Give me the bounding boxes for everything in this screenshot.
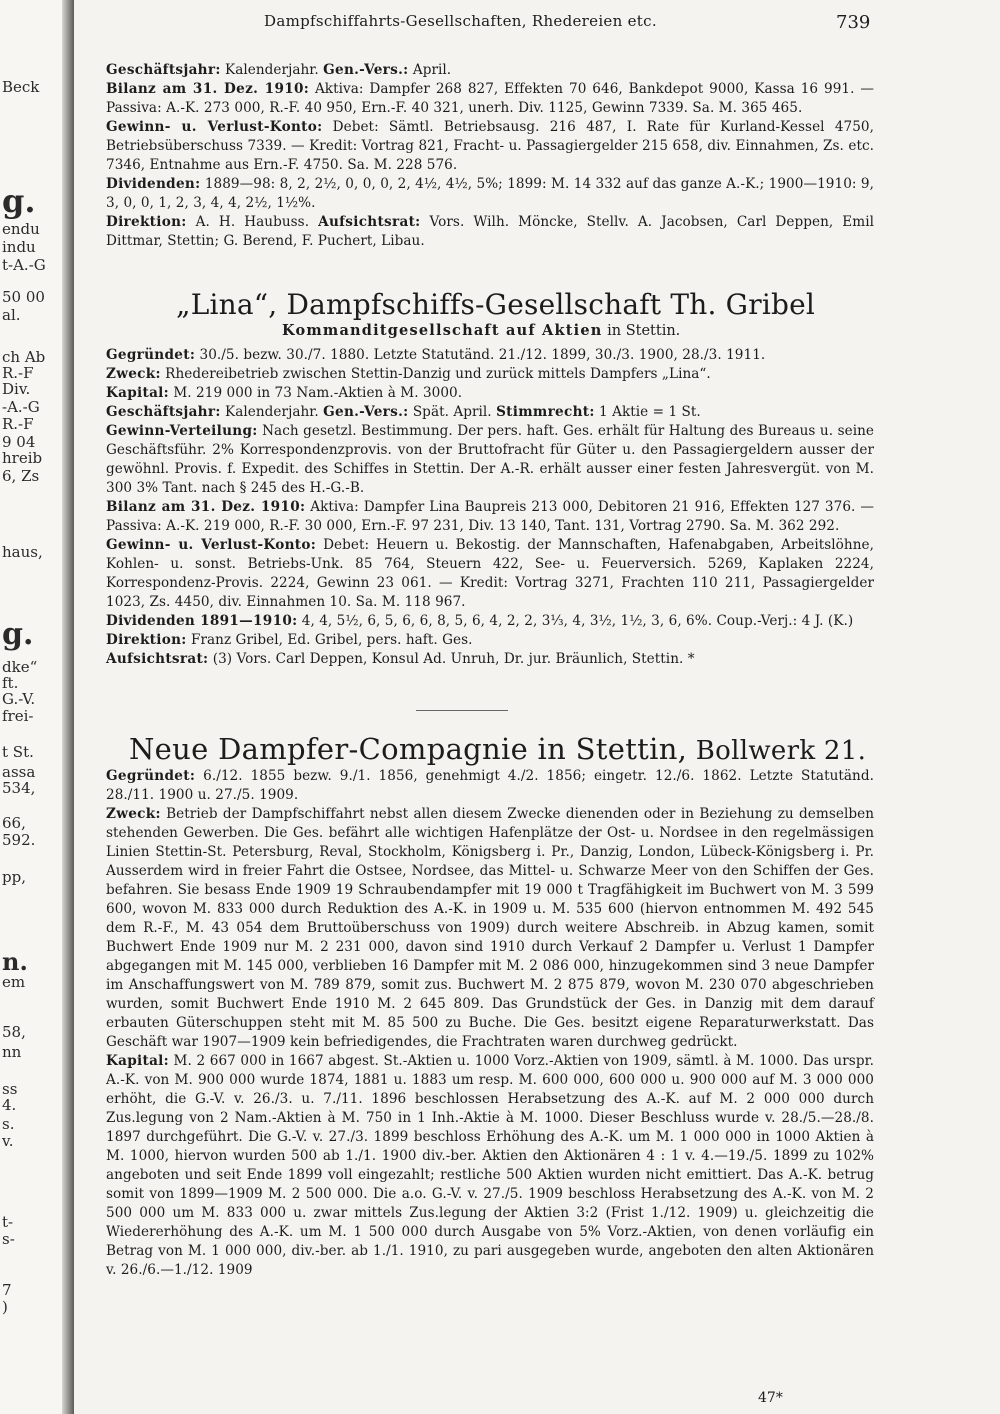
lina-section: [106, 346, 874, 669]
label-dividenden: Dividenden:: [106, 176, 201, 192]
label-gegruendet: Gegründet:: [106, 347, 196, 363]
label-geschaeftsjahr: Geschäftsjahr:: [106, 404, 221, 420]
value-gen-vers: Spät. April.: [408, 404, 497, 420]
label-stimmrecht: Stimmrecht:: [496, 404, 595, 420]
margin-fragment: Div.: [2, 380, 31, 398]
label-direktion: Direktion:: [106, 632, 187, 648]
previous-company-section: [106, 61, 874, 251]
label-zweck: Zweck:: [106, 366, 161, 382]
margin-fragment: 50 00: [2, 288, 45, 306]
label-bilanz: Bilanz am 31. Dez. 1910:: [106, 81, 310, 97]
label-bilanz: Bilanz am 31. Dez. 1910:: [106, 499, 306, 515]
value-direktion: A. H. Haubuss.: [186, 214, 319, 230]
value-zweck: Betrieb der Dampfschiffahrt nebst allen diesem Zwecke dienenden oder in Beziehung zu demselben stehenden Gewerben. Die Ges. befährt alle wichtigen Hafenplätze der Ost- u. Nordsee in den regelmässigen Linien Stettin-St. Petersburg, Reval, Stockholm, Königsberg i. Pr., Danzig, London, Lübeck-Königsberg i. Pr. Ausserdem wird in freier Fahrt die Ostsee, Nordsee, das Mittel- u. Schwarze Meer von den Schiffen der Ges. befahren. Sie besass Ende 1909 19 Schraubendampfer mit 19 000 t Tragfähigkeit im Buchwert von M. 3 599 600, wovon M. 833 000 durch Reduktion des A.-K. in 1909 u. M. 535 600 (hiervon entnommen M. 492 545 dem R.-F., M. 43 054 dem Bruttoüberschuss von 1909) durch weitere Abschreib. in Abzug kamen, somit Buchwert Ende 1909 nur M. 2 231 000, davon sind 1910 durch Verkauf 2 Dampfer u. Verlust 1 Dampfer abgegangen mit M. 145 000, verblieben 16 Dampfer mit M. 2 086 000, hinzugekommen sind 3 neue Dampfer im Anschaffungswert von M. 789 879, somit zus. Buchwert M. 2 875 879, wovon M. 230 070 abgeschrieben wurden, somit Buchwert Ende 1910 M. 2 645 809. Das Grundstück der Ges. in Danzig mit dem darauf erbauten Güterschuppen steht mit M. 85 500 zu Buche. Die Ges. besitzt eigene Reparaturwerkstatt. Das Geschäft war 1907—1909 kein befriedigendes, die Frachtraten waren durchweg gedrückt.: [106, 806, 874, 1050]
company-title-lina: „Lina“, Dampfschiffs-Gesellschaft Th. Gribel: [176, 288, 816, 321]
margin-fragment: G.-V.: [2, 690, 36, 708]
margin-fragment: dke“: [2, 658, 38, 676]
label-direktion: Direktion:: [106, 214, 187, 230]
label-dividenden: Dividenden 1891—1910:: [106, 613, 298, 629]
previous-company-text: [106, 61, 874, 251]
value-stimmrecht: 1 Aktie = 1 St.: [594, 404, 701, 420]
margin-fragment: ch Ab: [2, 348, 46, 366]
margin-fragment: 6, Zs: [2, 467, 40, 485]
margin-fragment: -A.-G: [2, 398, 40, 416]
margin-fragment: haus,: [2, 543, 43, 561]
subtitle-location: in Stettin.: [602, 323, 681, 339]
label-gegruendet: Gegründet:: [106, 768, 196, 784]
label-gewinn-verlust: Gewinn- u. Verlust-Konto:: [106, 537, 317, 553]
value-geschaeftsjahr: Kalenderjahr.: [220, 404, 324, 420]
margin-fragment: t St.: [2, 743, 34, 761]
margin-fragment: endu: [2, 220, 40, 238]
margin-fragment: ): [2, 1298, 8, 1316]
margin-fragment: Beck: [2, 78, 40, 96]
margin-fragment: R.-F: [2, 415, 34, 433]
margin-fragment: al.: [2, 306, 21, 324]
subtitle-legal-form: Kommanditgesellschaft auf Aktien: [282, 322, 603, 339]
margin-fragment: s-: [2, 1230, 15, 1248]
margin-fragment: 7: [2, 1281, 12, 1299]
margin-fragment: R.-F: [2, 364, 34, 382]
value-gegruendet: 30./5. bezw. 30./7. 1880. Letzte Statutänd. 21./12. 1899, 30./3. 1900, 28./3. 1911.: [195, 347, 766, 363]
label-kapital: Kapital:: [106, 385, 169, 401]
signature-mark: 47*: [758, 1390, 783, 1406]
value-aufsichtsrat: (3) Vors. Carl Deppen, Konsul Ad. Unruh, Dr. jur. Bräunlich, Stettin. *: [208, 651, 695, 667]
margin-fragment: pp,: [2, 868, 26, 886]
value-gewinn-verlust: Debet: Sämtl. Betriebsausg. 216 487, I. Rate für Kurland-Kessel 4750, Betriebsüberschuss 7339. — Kredit: Vortrag 821, Fracht- u. Passagiergelder 215 658, div. Einnahmen, Zs. etc. 7346, Entnahme aus Ern.-F. 4750. Sa. M. 228 576.: [106, 119, 874, 173]
margin-fragment: g.: [2, 182, 36, 220]
value-kapital: M. 219 000 in 73 Nam.-Aktien à M. 3000.: [168, 385, 463, 401]
label-kapital: Kapital:: [106, 1053, 169, 1069]
company-address-neue: Bollwerk 21.: [687, 736, 867, 766]
label-aufsichtsrat: Aufsichtsrat:: [318, 214, 421, 230]
lina-text: [106, 346, 874, 669]
label-aufsichtsrat: Aufsichtsrat:: [106, 651, 209, 667]
margin-fragment: frei-: [2, 707, 34, 725]
company-subtitle-lina: [282, 322, 680, 339]
margin-fragment: 534,: [2, 779, 36, 797]
page-number: 739: [836, 12, 871, 33]
margin-fragment: n.: [2, 947, 28, 976]
value-gen-vers: April.: [408, 62, 452, 78]
margin-fragment: v.: [2, 1132, 14, 1150]
label-zweck: Zweck:: [106, 806, 161, 822]
margin-fragment: t-A.-G: [2, 256, 46, 274]
margin-fragment: 66,: [2, 814, 26, 832]
value-bilanz: Aktiva: Dampfer Lina Baupreis 213 000, Debitoren 21 916, Effekten 127 376. — Passiva: A.-K. 219 000, R.-F. 30 000, Ern.-F. 97 231, Div. 13 140, Tant. 131, Vortrag 2790. Sa. M. 362 292.: [106, 499, 874, 534]
company-name-neue: Neue Dampfer-Compagnie in Stettin,: [129, 732, 688, 766]
value-gewinn-verteilung: Nach gesetzl. Bestimmung. Der pers. haft. Ges. erhält für Haltung des Bureaus u. seine Geschäftsführ. 2% Korrespondenzprovis. von der Bruttofracht für Güter u. den Passagiergeldern ausser der gewöhnl. Provis. f. Expedit. des Schiffes in Stettin. Der A.-R. erhält ausser einer festen Jahresvergüt. von M. 300 3% Tant. nach § 245 des H.-G.-B.: [106, 423, 874, 496]
page: [74, 0, 1000, 1414]
value-bilanz: Aktiva: Dampfer 268 827, Effekten 70 646, Bankdepot 9000, Kassa 16 991. — Passiva: A.-K. 273 000, R.-F. 40 950, Ern.-F. 40 321, unerh. Div. 1125, Gewinn 7339. Sa. M. 365 465.: [106, 81, 874, 116]
margin-fragment: indu: [2, 238, 36, 256]
neue-section: [106, 767, 874, 1280]
value-direktion: Franz Gribel, Ed. Gribel, pers. haft. Ges.: [186, 632, 473, 648]
margin-fragment: t-: [2, 1213, 14, 1231]
margin-fragment: ft.: [2, 674, 19, 692]
label-gewinn-verteilung: Gewinn-Verteilung:: [106, 423, 258, 439]
book-spine-shadow: [62, 0, 74, 1414]
value-geschaeftsjahr: Kalenderjahr.: [220, 62, 324, 78]
margin-fragment: 9 04: [2, 433, 36, 451]
label-gen-vers: Gen.-Vers.:: [323, 404, 409, 420]
margin-fragment: s.: [2, 1115, 15, 1133]
margin-fragment: 58,: [2, 1023, 26, 1041]
section-divider: [416, 710, 508, 711]
margin-fragment: g.: [2, 617, 34, 652]
margin-fragment: ss: [2, 1080, 18, 1098]
value-gegruendet: 6./12. 1855 bezw. 9./1. 1856, genehmigt 4./2. 1856; eingetr. 12./6. 1862. Letzte Statutänd. 28./11. 1900 u. 27./5. 1909.: [106, 768, 874, 803]
value-kapital: M. 2 667 000 in 1667 abgest. St.-Aktien u. 1000 Vorz.-Aktien von 1909, sämtl. à M. 1000. Das urspr. A.-K. von M. 900 000 wurde 1874, 1881 u. 1883 um resp. M. 600 000, 600 000 u. 900 000 auf M. 3 000 000 erhöht, die G.-V. v. 26./3. u. 7./11. 1896 beschlossen Herabsetzung des A.-K. auf M. 2 000 000 durch Zus.legung von 2 Nam.-Aktien à M. 750 in 1 Inh.-Aktie à M. 1000. Dieser Beschluss wurde v. 28./5.—28./8. 1897 durchgeführt. Die G.-V. v. 27./3. 1899 beschloss Erhöhung des A.-K. um M. 1 000 000 in 1000 Aktien à M. 1000, hiervon wurden 500 ab 1./1. 1900 div.-ber. Aktien den Aktionären 4 : 1 v. 4.—19./5. 1899 zu 102% angeboten und seit Ende 1899 voll eingezahlt; restliche 500 Aktien wurden nicht emittiert. Das A.-K. betrug somit von 1899—1909 M. 2 500 000. Die a.o. G.-V. v. 27./5. 1909 beschloss Herabsetzung des A.-K. von M. 2 500 000 um M. 833 000 u. zwar mittels Zus.legung der Aktien 3:2 (Frist 1./12. 1909) u. gleichzeitig die Wiedererhöhung des A.-K. um M. 1 500 000 durch Ausgabe von 5% Vorz.-Aktien, von denen vorläufig ein Betrag von M. 1 000 000, div.-ber. ab 1./1. 1910, zu pari ausgegeben wurde, angeboten den alten Aktionären v. 26./6.—1./12. 1909: [106, 1053, 874, 1278]
margin-fragment: assa: [2, 763, 36, 781]
value-dividenden: 1889—98: 8, 2, 2½, 0, 0, 0, 2, 4½, 4½, 5%; 1899: M. 14 332 auf das ganze A.-K.; 1900—1910: 9, 3, 0, 0, 1, 2, 3, 4, 4, 2½, 1½%.: [106, 176, 874, 211]
company-title-neue: [129, 732, 866, 766]
margin-fragment: 592.: [2, 831, 36, 849]
value-aufsichtsrat: Vors. Wilh. Möncke, Stellv. A. Jacobsen, Carl Deppen, Emil Dittmar, Stettin; G. Berend, F. Puchert, Libau.: [106, 214, 875, 249]
neue-text: [106, 767, 874, 1280]
value-zweck: Rhedereibetrieb zwischen Stettin-Danzig und zurück mittels Dampfers „Lina“.: [160, 366, 711, 382]
margin-fragment: 4.: [2, 1096, 17, 1114]
margin-fragment: em: [2, 973, 26, 991]
margin-fragment: nn: [2, 1043, 22, 1061]
label-geschaeftsjahr: Geschäftsjahr:: [106, 62, 221, 78]
running-header: Dampfschiffahrts-Gesellschaften, Rhedereien etc.: [264, 12, 657, 30]
margin-fragment: hreib: [2, 449, 43, 467]
value-gewinn-verlust: Debet: Heuern u. Bekostig. der Mannschaften, Hafenabgaben, Arbeitslöhne, Kohlen- u. sonst. Betriebs-Unk. 85 764, Steuern 422, See- u. Feuerversich. 5269, Kaplaken 2224, Korrespondenz-Provis. 2224, Gewinn 23 061. — Kredit: Vortrag 3271, Frachten 110 211, Passagiergelder 1023, Zs. 4450, div. Einnahmen 10. Sa. M. 118 967.: [106, 537, 874, 610]
label-gen-vers: Gen.-Vers.:: [323, 62, 409, 78]
label-gewinn-verlust: Gewinn- u. Verlust-Konto:: [106, 119, 323, 135]
value-dividenden: 4, 4, 5½, 6, 5, 6, 6, 8, 5, 6, 4, 2, 2, 3⅓, 4, 3½, 1½, 3, 6, 6%. Coup.-Verj.: 4 J. (K.): [297, 613, 854, 629]
